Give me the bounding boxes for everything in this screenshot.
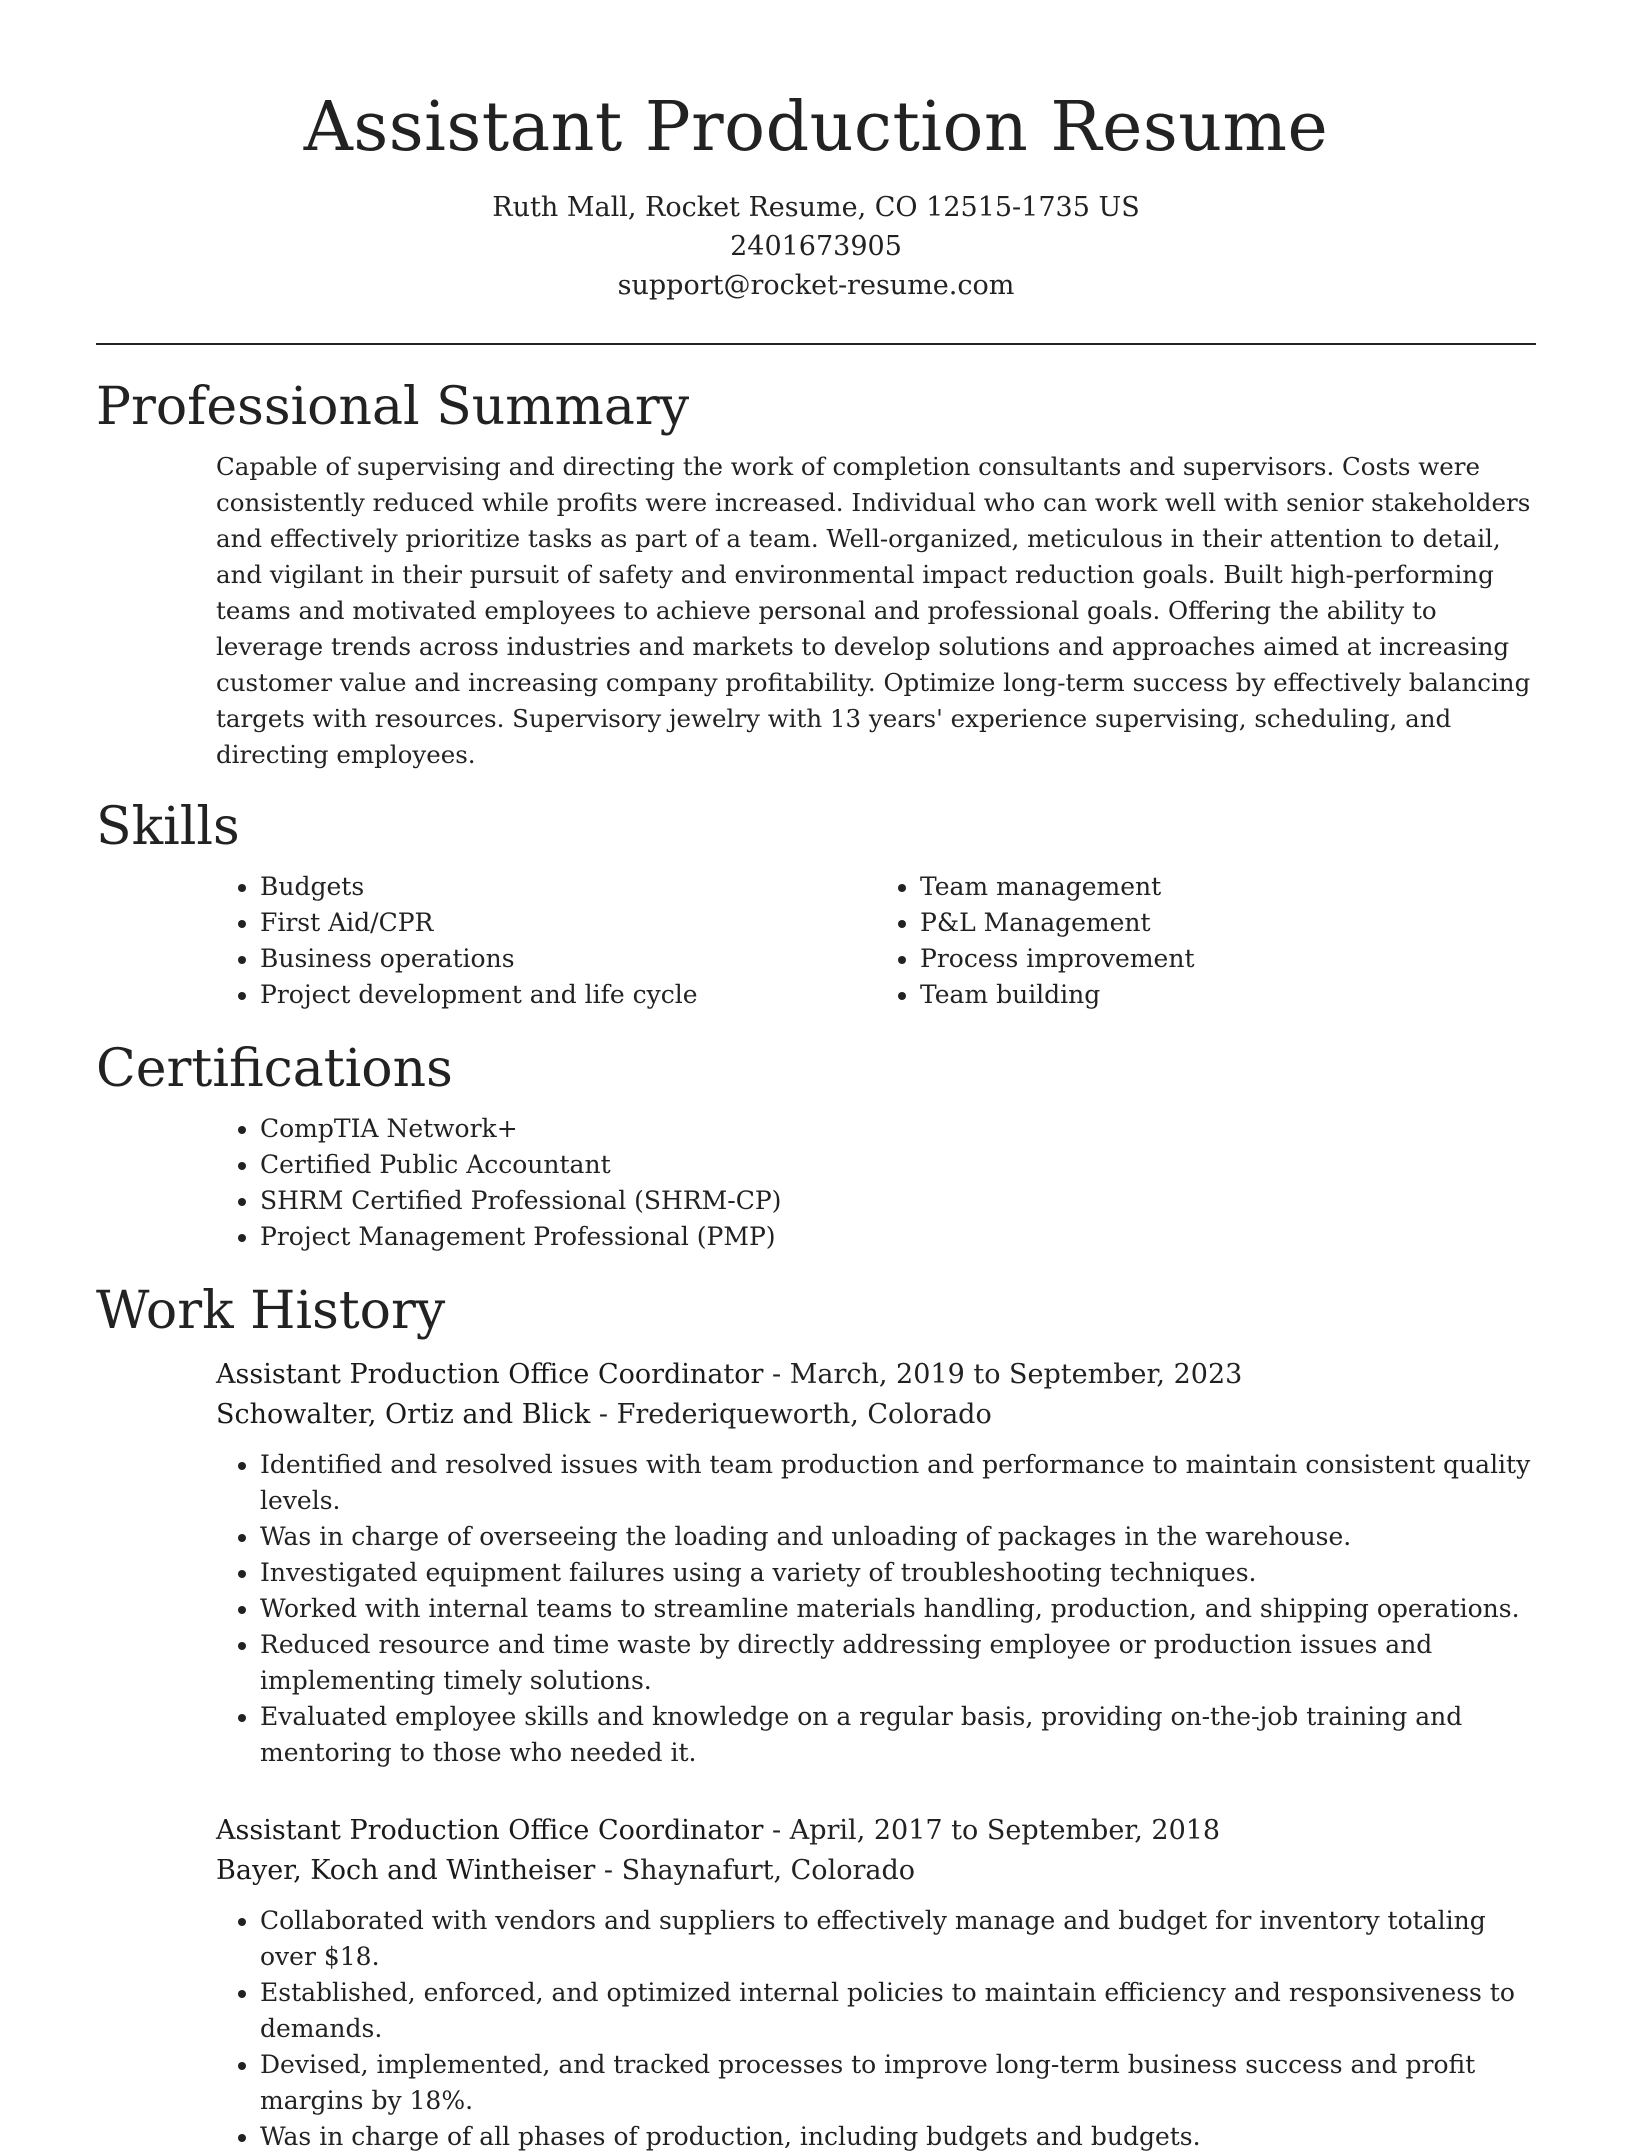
- contact-phone: 2401673905: [730, 231, 902, 262]
- job-company: Bayer, Koch and Wintheiser: [216, 1855, 596, 1886]
- job-bullet: • Worked with internal teams to streamline materials handling, production, and shipping operations.: [260, 1591, 1536, 1627]
- certifications-heading: Certifications: [96, 1039, 453, 1099]
- job-bullet: • Evaluated employee skills and knowledge on a regular basis, providing on-the-job training and mentoring to those who needed it.: [260, 1699, 1536, 1771]
- job-title-line: [216, 1355, 1536, 1395]
- job-bullet: • Investigated equipment failures using a variety of troubleshooting techniques.: [260, 1555, 1536, 1591]
- contact-address: Ruth Mall, Rocket Resume, CO 12515-1735 US: [492, 192, 1140, 223]
- resume-header: [96, 0, 1536, 305]
- skills-list-left: [216, 869, 876, 1013]
- contact-email: support@rocket-resume.com: [617, 270, 1015, 301]
- skill-item: • Team management: [920, 869, 1536, 905]
- job-location: Frederiqueworth, Colorado: [616, 1399, 992, 1430]
- job-bullet: • Devised, implemented, and tracked processes to improve long-term business success and profit margins by 18%.: [260, 2047, 1536, 2119]
- job-bullet: • Established, enforced, and optimized internal policies to maintain efficiency and responsiveness to demands.: [260, 1975, 1536, 2047]
- job-separator: -: [590, 1399, 617, 1430]
- job-bullet: • Collaborated with vendors and suppliers to effectively manage and budget for inventory totaling over $18.: [260, 1903, 1536, 1975]
- skill-item: • Process improvement: [920, 941, 1536, 977]
- job-bullet: • Was in charge of overseeing the loading and unloading of packages in the warehouse.: [260, 1519, 1536, 1555]
- summary-section: [96, 375, 1536, 773]
- job-bullets: [216, 1903, 1536, 2155]
- skills-list-right: [876, 869, 1536, 1013]
- certification-item: • SHRM Certified Professional (SHRM-CP): [260, 1183, 1536, 1219]
- certification-item: • CompTIA Network+: [260, 1111, 1536, 1147]
- summary-text: Capable of supervising and directing the work of completion consultants and supervisors. Costs were consistently reduced while profits were increased. Individual who can work well with senior stakeholders and effectively prioritize tasks as part of a team. Well-organized, meticulous in their attention to detail, and vigilant in their pursuit of safety and environmental impact reduction goals. Built high-performing teams and motivated employees to achieve personal and professional goals. Offering the ability to leverage trends across industries and markets to develop solutions and approaches aimed at increasing customer value and increasing company profitability. Optimize long-term success by effectively balancing targets with resources. Supervisory jewelry with 13 years' experience supervising, scheduling, and directing employees.: [216, 452, 1531, 769]
- resume-title: Assistant Production Resume: [303, 88, 1329, 167]
- job-separator: -: [763, 1359, 790, 1390]
- skill-item: • First Aid/CPR: [260, 905, 876, 941]
- job-title: Assistant Production Office Coordinator: [216, 1815, 764, 1846]
- job-location: Shaynafurt, Colorado: [621, 1855, 915, 1886]
- contact-info: [96, 188, 1536, 305]
- skill-item: • Budgets: [260, 869, 876, 905]
- skills-heading: Skills: [96, 797, 240, 857]
- skills-section: [96, 795, 1536, 1013]
- job-entry: [216, 1355, 1536, 1771]
- job-separator: -: [595, 1855, 622, 1886]
- job-company: Schowalter, Ortiz and Blick: [216, 1399, 591, 1430]
- certification-item: • Project Management Professional (PMP): [260, 1219, 1536, 1255]
- job-entry: [216, 1811, 1536, 2155]
- job-bullet: • Identified and resolved issues with team production and performance to maintain consistent quality levels.: [260, 1447, 1536, 1519]
- skill-item: • P&L Management: [920, 905, 1536, 941]
- job-bullet: • Was in charge of all phases of production, including budgets and budgets.: [260, 2119, 1536, 2155]
- job-dates: April, 2017 to September, 2018: [789, 1815, 1221, 1846]
- skill-item: • Project development and life cycle: [260, 977, 876, 1013]
- certifications-list: [216, 1111, 1536, 1255]
- job-title-line: [216, 1811, 1536, 1851]
- certifications-section: [96, 1037, 1536, 1255]
- job-company-line: [216, 1395, 1536, 1435]
- skill-item: • Team building: [920, 977, 1536, 1013]
- work-history-heading: Work History: [96, 1281, 446, 1341]
- job-title: Assistant Production Office Coordinator: [216, 1359, 764, 1390]
- job-separator: -: [763, 1815, 790, 1846]
- work-history-section: [96, 1279, 1536, 2155]
- job-bullets: [216, 1447, 1536, 1771]
- skills-grid: [216, 869, 1536, 1013]
- header-divider: [96, 343, 1536, 345]
- skill-item: • Business operations: [260, 941, 876, 977]
- certification-item: • Certified Public Accountant: [260, 1147, 1536, 1183]
- job-dates: March, 2019 to September, 2023: [789, 1359, 1243, 1390]
- summary-heading: Professional Summary: [96, 377, 690, 437]
- job-company-line: [216, 1851, 1536, 1891]
- job-bullet: • Reduced resource and time waste by directly addressing employee or production issues and implementing timely solutions.: [260, 1627, 1536, 1699]
